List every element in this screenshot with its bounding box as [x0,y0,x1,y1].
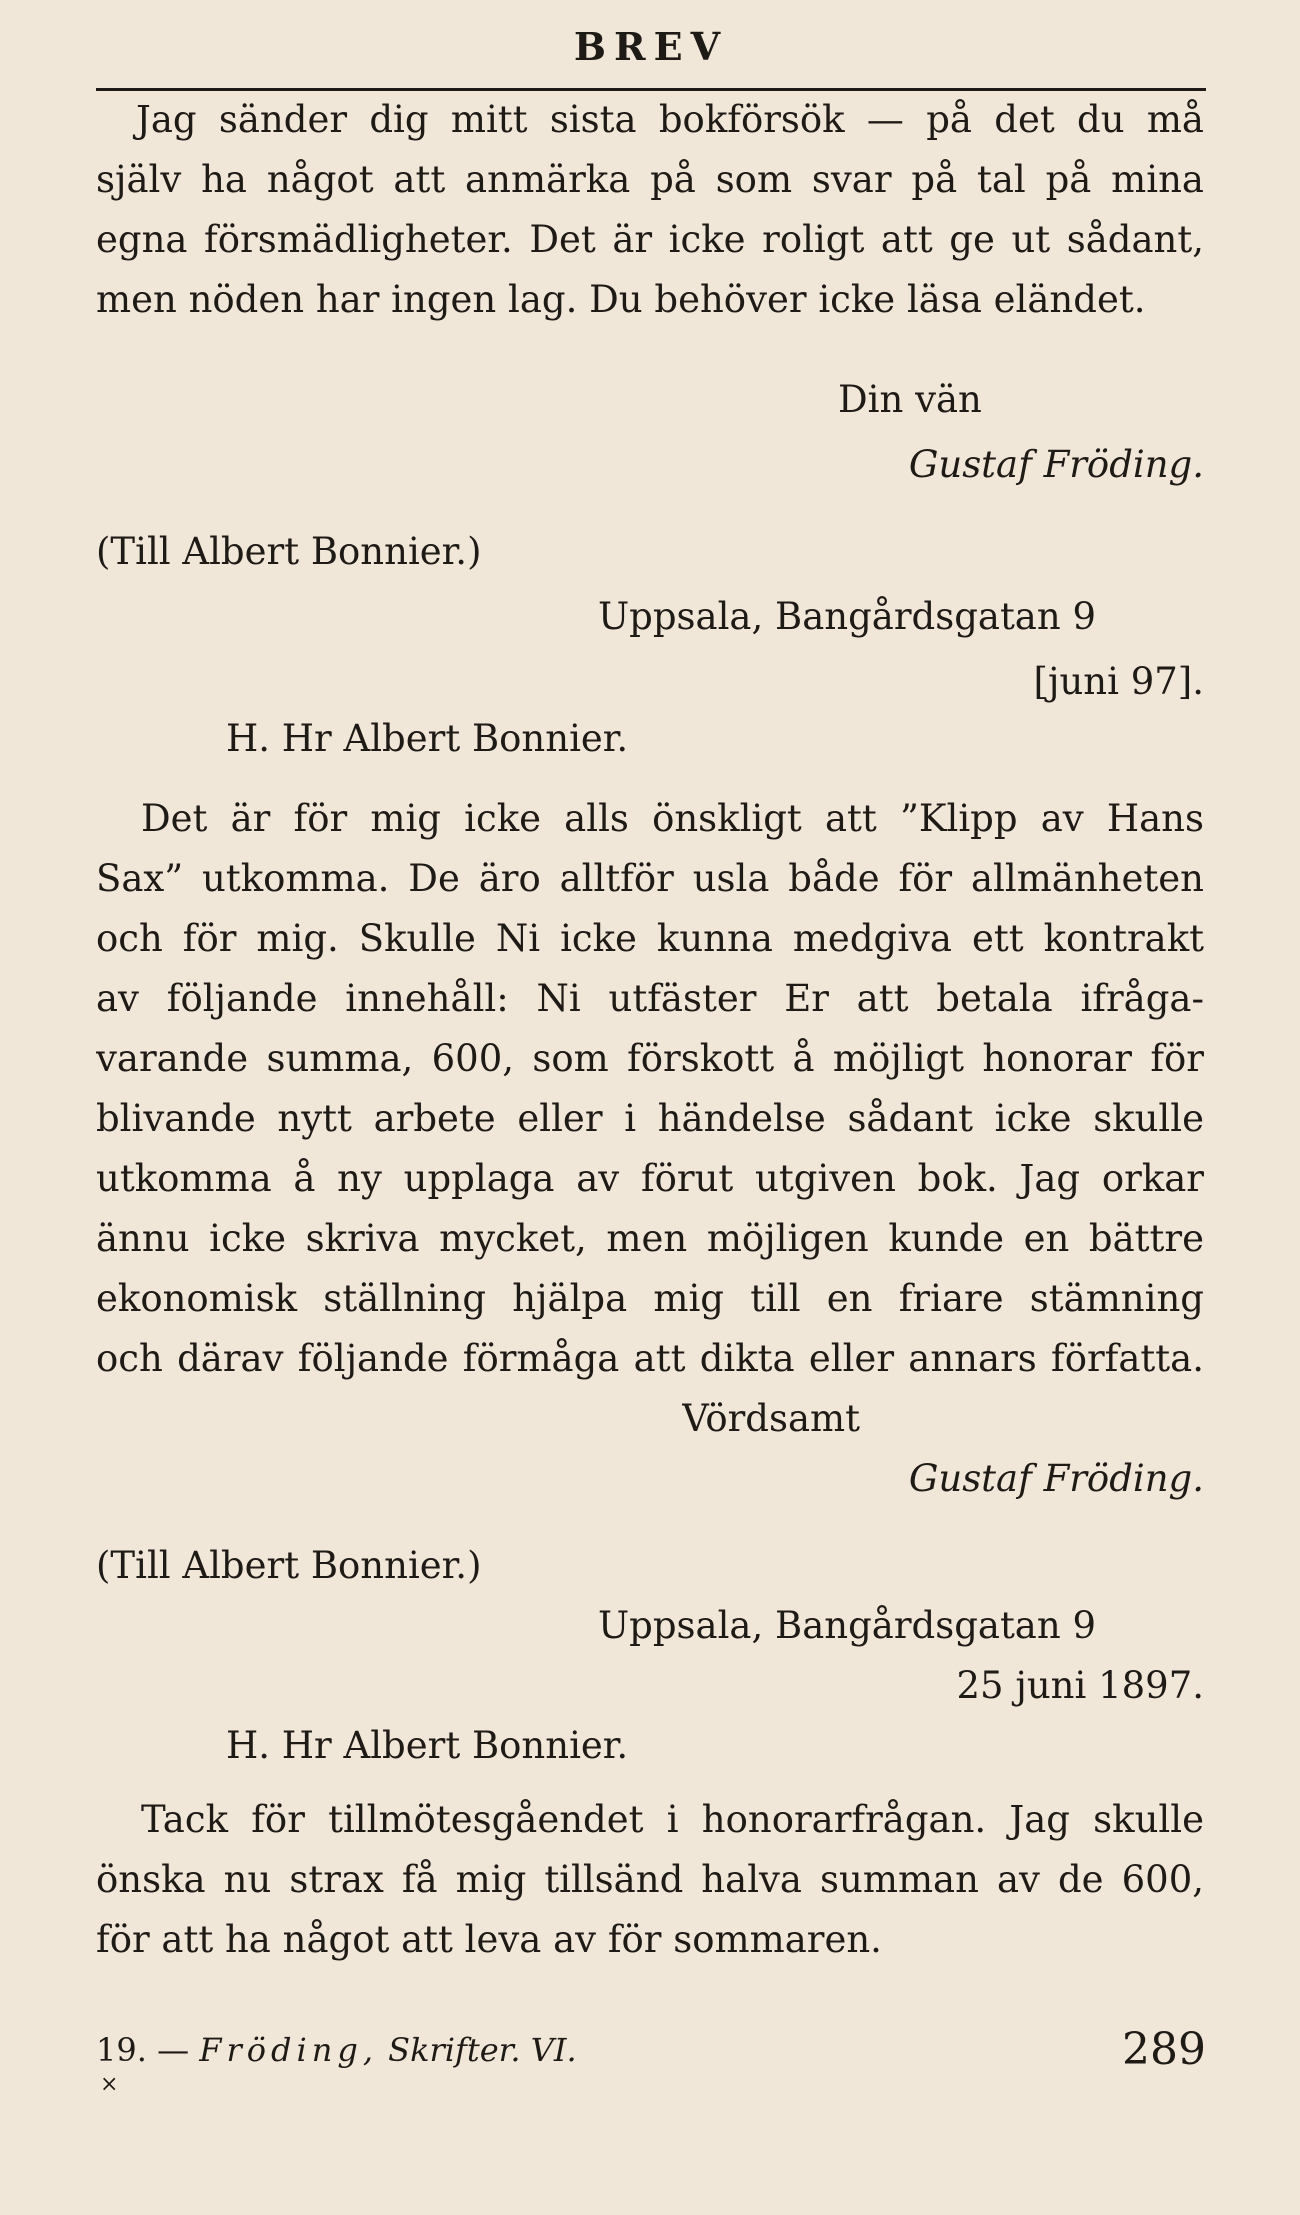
letter3-date: 25 juni 1897. [956,1664,1204,1707]
letter2-line: ännu icke skriva mycket, men möjligen kunde en bättre [96,1217,1204,1260]
letter2-recipient-note: (Till Albert Bonnier.) [96,530,482,573]
letter2-signature: Gustaf Fröding. [908,1457,1204,1500]
letter2-salutation: H. Hr Albert Bonnier. [226,717,629,760]
letter3-line: önska nu strax få mig tillsänd halva summan av de 600, [96,1858,1204,1901]
letter2-line: Det är för mig icke alls önskligt att ”Klipp av Hans [141,797,1204,840]
letter1-line: men nöden har ingen lag. Du behöver icke läsa eländet. [96,278,1146,321]
footer-signature-mark: 19. — [96,2031,190,2069]
footer-author: Fröding, [199,2031,378,2069]
letter3-line: för att ha något att leva av för sommaren. [96,1918,882,1961]
footer-signature-line [96,2020,577,2080]
letter1-closing: Din vän [838,378,982,421]
running-head: BREV [573,24,729,69]
footer-work: Skrifter. VI. [388,2031,577,2069]
letter3-line: Tack för tillmötesgåendet i honorarfrågan. Jag skulle [141,1798,1204,1841]
letter3-recipient-note: (Till Albert Bonnier.) [96,1544,482,1587]
letter2-line: och för mig. Skulle Ni icke kunna medgiva ett kontrakt [96,917,1204,960]
letter2-line: Sax” utkomma. De äro alltför usla både för allmänheten [96,857,1204,900]
letter3-salutation: H. Hr Albert Bonnier. [226,1724,629,1767]
page-number: 289 [1122,2024,1206,2075]
asterisk-mark: × [100,2072,119,2097]
letter3-address: Uppsala, Bangårdsgatan 9 [598,1604,1097,1647]
letter2-address: Uppsala, Bangårdsgatan 9 [598,595,1097,638]
letter1-signature: Gustaf Fröding. [908,443,1204,486]
letter1-line: själv ha något att anmärka på som svar på tal på mina [96,158,1204,201]
letter2-line: blivande nytt arbete eller i händelse sådant icke skulle [96,1097,1204,1140]
letter2-line: varande summa, 600, som förskott å möjligt honorar för [96,1037,1204,1080]
letter1-line: Jag sänder dig mitt sista bokförsök — på det du må [136,98,1204,141]
letter1-line: egna försmädligheter. Det är icke roligt att ge ut sådant, [96,218,1204,261]
letter2-line: och därav följande förmåga att dikta eller annars författa. [96,1337,1204,1380]
letter2-line: utkomma å ny upplaga av förut utgiven bok. Jag orkar [96,1157,1204,1200]
letter2-line: av följande innehåll: Ni utfäster Er att betala ifråga- [96,977,1204,1020]
letter2-date: [juni 97]. [1033,660,1204,703]
letter2-line: ekonomisk ställning hjälpa mig till en friare stämning [96,1277,1204,1320]
letter2-closing: Vördsamt [682,1397,860,1440]
